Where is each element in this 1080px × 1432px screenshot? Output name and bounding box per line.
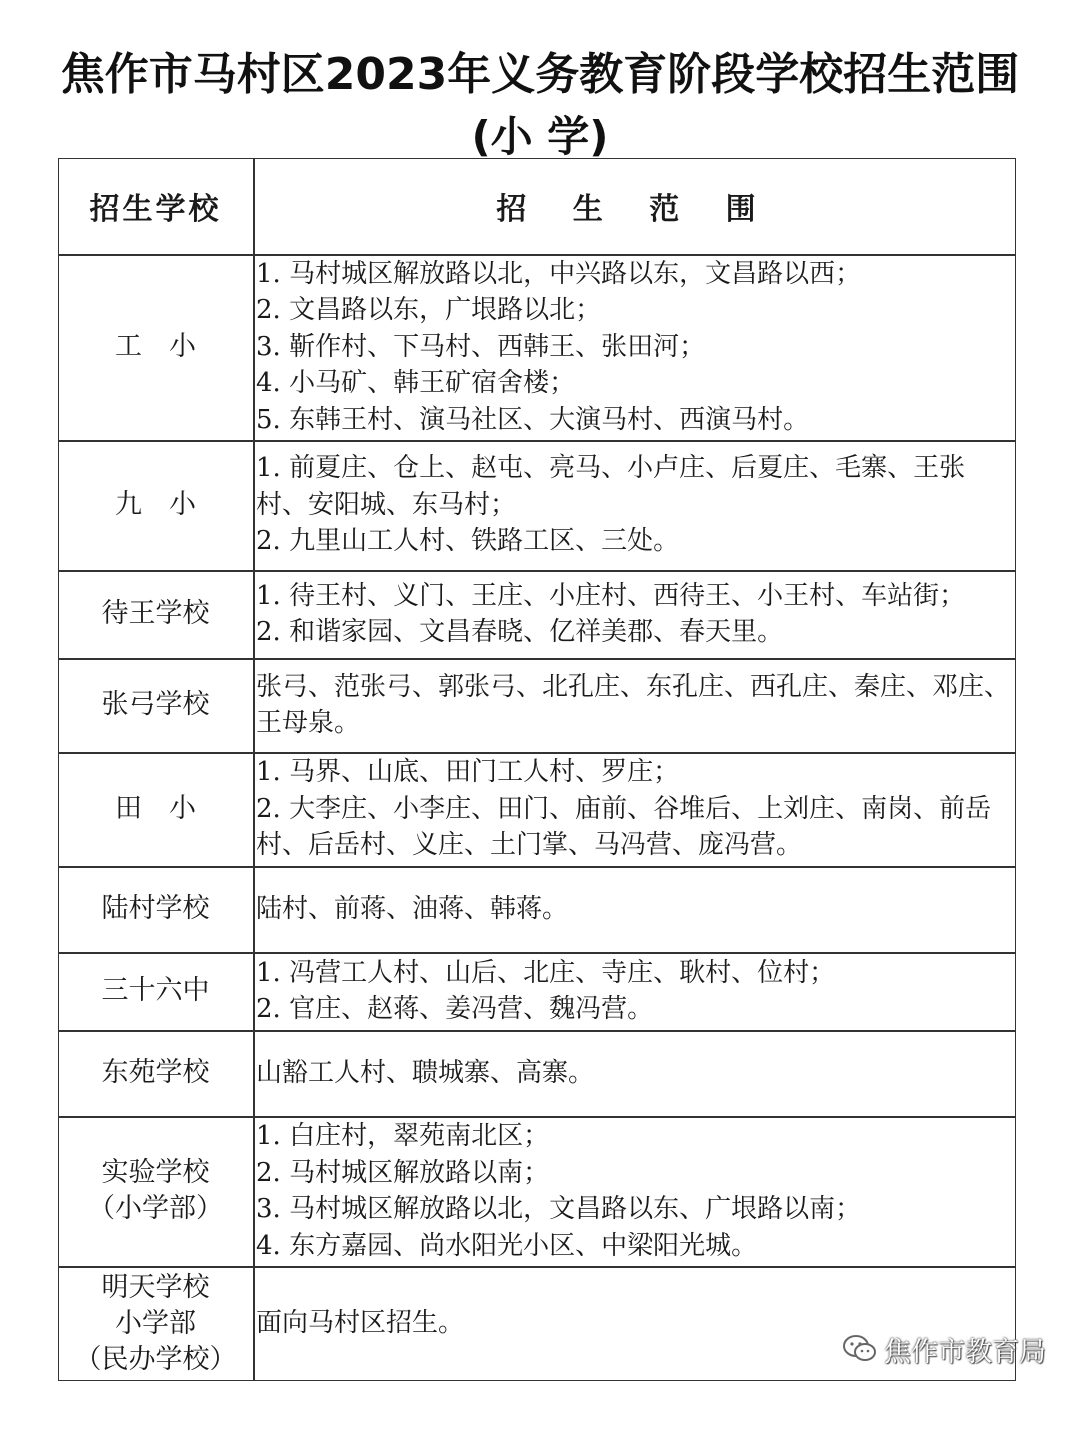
range-line: 1. 冯营工人村、山后、北庄、寺庄、耿村、位村； bbox=[256, 957, 836, 988]
school-cell bbox=[58, 1030, 253, 1116]
watermark bbox=[842, 1327, 1046, 1371]
range-line: 3. 马村城区解放路以北，文昌路以东、广垠路以南； bbox=[256, 1194, 862, 1224]
range-line: 4. 东方嘉园、尚水阳光小区、中梁阳光城。 bbox=[256, 1230, 758, 1261]
range-cell bbox=[256, 1116, 1012, 1266]
range-cell bbox=[256, 1030, 1012, 1116]
range-line: 2. 官庄、赵蒋、姜冯营、魏冯营。 bbox=[256, 994, 654, 1024]
range-cell bbox=[256, 570, 1012, 658]
school-name: 待王学校 bbox=[101, 598, 210, 629]
page-title: 焦作市马村区2023年义务教育阶段学校招生范围 bbox=[60, 49, 1020, 100]
school-cell bbox=[58, 1266, 253, 1381]
school-name: 工 小 bbox=[115, 331, 196, 362]
range-cell bbox=[256, 952, 1012, 1030]
school-name: 张弓学校 bbox=[101, 689, 210, 720]
range-line: 2. 大李庄、小李庄、田门、庙前、谷堆后、上刘庄、南岗、前岳村、后岳村、义庄、土门掌、马冯营、庞冯营。 bbox=[256, 793, 992, 861]
range-line: 2. 和谐家园、文昌春晓、亿祥美郡、春天里。 bbox=[256, 617, 784, 647]
school-name: （小学部） bbox=[88, 1193, 223, 1224]
school-name: 东苑学校 bbox=[101, 1057, 210, 1088]
school-name: 小学部 bbox=[115, 1307, 196, 1339]
school-cell bbox=[58, 866, 253, 952]
school-name: 明天学校 bbox=[101, 1271, 210, 1303]
range-line: 3. 靳作村、下马村、西韩王、张田河； bbox=[256, 331, 706, 362]
column-divider bbox=[253, 158, 255, 1381]
range-line: 1. 马村城区解放路以北，中兴路以东，文昌路以西； bbox=[256, 258, 862, 289]
school-cell bbox=[58, 570, 253, 658]
school-cell bbox=[58, 752, 253, 866]
school-name: （民办学校） bbox=[74, 1343, 237, 1375]
range-cell bbox=[256, 440, 1012, 570]
range-line: 山豁工人村、聩城寨、高寨。 bbox=[256, 1057, 595, 1088]
range-line: 2. 马村城区解放路以南； bbox=[256, 1157, 550, 1188]
wechat-icon bbox=[842, 1334, 878, 1364]
range-line: 4. 小马矿、韩王矿宿舍楼； bbox=[256, 368, 576, 399]
school-name: 田 小 bbox=[115, 793, 196, 824]
range-line: 1. 前夏庄、仓上、赵屯、亮马、小卢庄、后夏庄、毛寨、王张村、安阳城、东马村； bbox=[256, 453, 966, 520]
header-range: 招 生 范 围 bbox=[496, 192, 774, 227]
school-name: 陆村学校 bbox=[101, 893, 210, 924]
watermark-text: 焦作市教育局 bbox=[884, 1336, 1046, 1368]
range-line: 1. 待王村、义门、王庄、小庄村、西待王、小王村、车站街； bbox=[256, 580, 966, 611]
school-cell bbox=[58, 658, 253, 752]
range-cell bbox=[256, 658, 1012, 752]
range-line: 面向马村区招生。 bbox=[256, 1308, 465, 1339]
page-subtitle: (小 学) bbox=[471, 112, 609, 161]
range-line: 陆村、前蒋、油蒋、韩蒋。 bbox=[256, 893, 569, 924]
range-cell bbox=[256, 254, 1012, 440]
range-line: 2. 九里山工人村、铁路工区、三处。 bbox=[256, 526, 680, 557]
school-cell bbox=[58, 952, 253, 1030]
school-cell bbox=[58, 440, 253, 570]
range-cell bbox=[256, 866, 1012, 952]
school-name: 实验学校 bbox=[101, 1157, 210, 1188]
school-name: 九 小 bbox=[115, 489, 196, 520]
range-line: 1. 白庄村，翠苑南北区； bbox=[256, 1121, 550, 1151]
school-cell bbox=[58, 254, 253, 440]
range-line: 2. 文昌路以东，广垠路以北； bbox=[256, 295, 602, 326]
range-line: 5. 东韩王村、演马社区、大演马村、西演马村。 bbox=[256, 404, 810, 435]
range-line: 1. 马界、山底、田门工人村、罗庄； bbox=[256, 757, 680, 788]
school-cell bbox=[58, 1116, 253, 1266]
range-line: 张弓、范张弓、郭张弓、北孔庄、东孔庄、西孔庄、秦庄、邓庄、王母泉。 bbox=[256, 671, 1011, 738]
header-school: 招生学校 bbox=[89, 192, 222, 227]
school-name: 三十六中 bbox=[101, 975, 210, 1006]
range-cell bbox=[256, 752, 1012, 866]
